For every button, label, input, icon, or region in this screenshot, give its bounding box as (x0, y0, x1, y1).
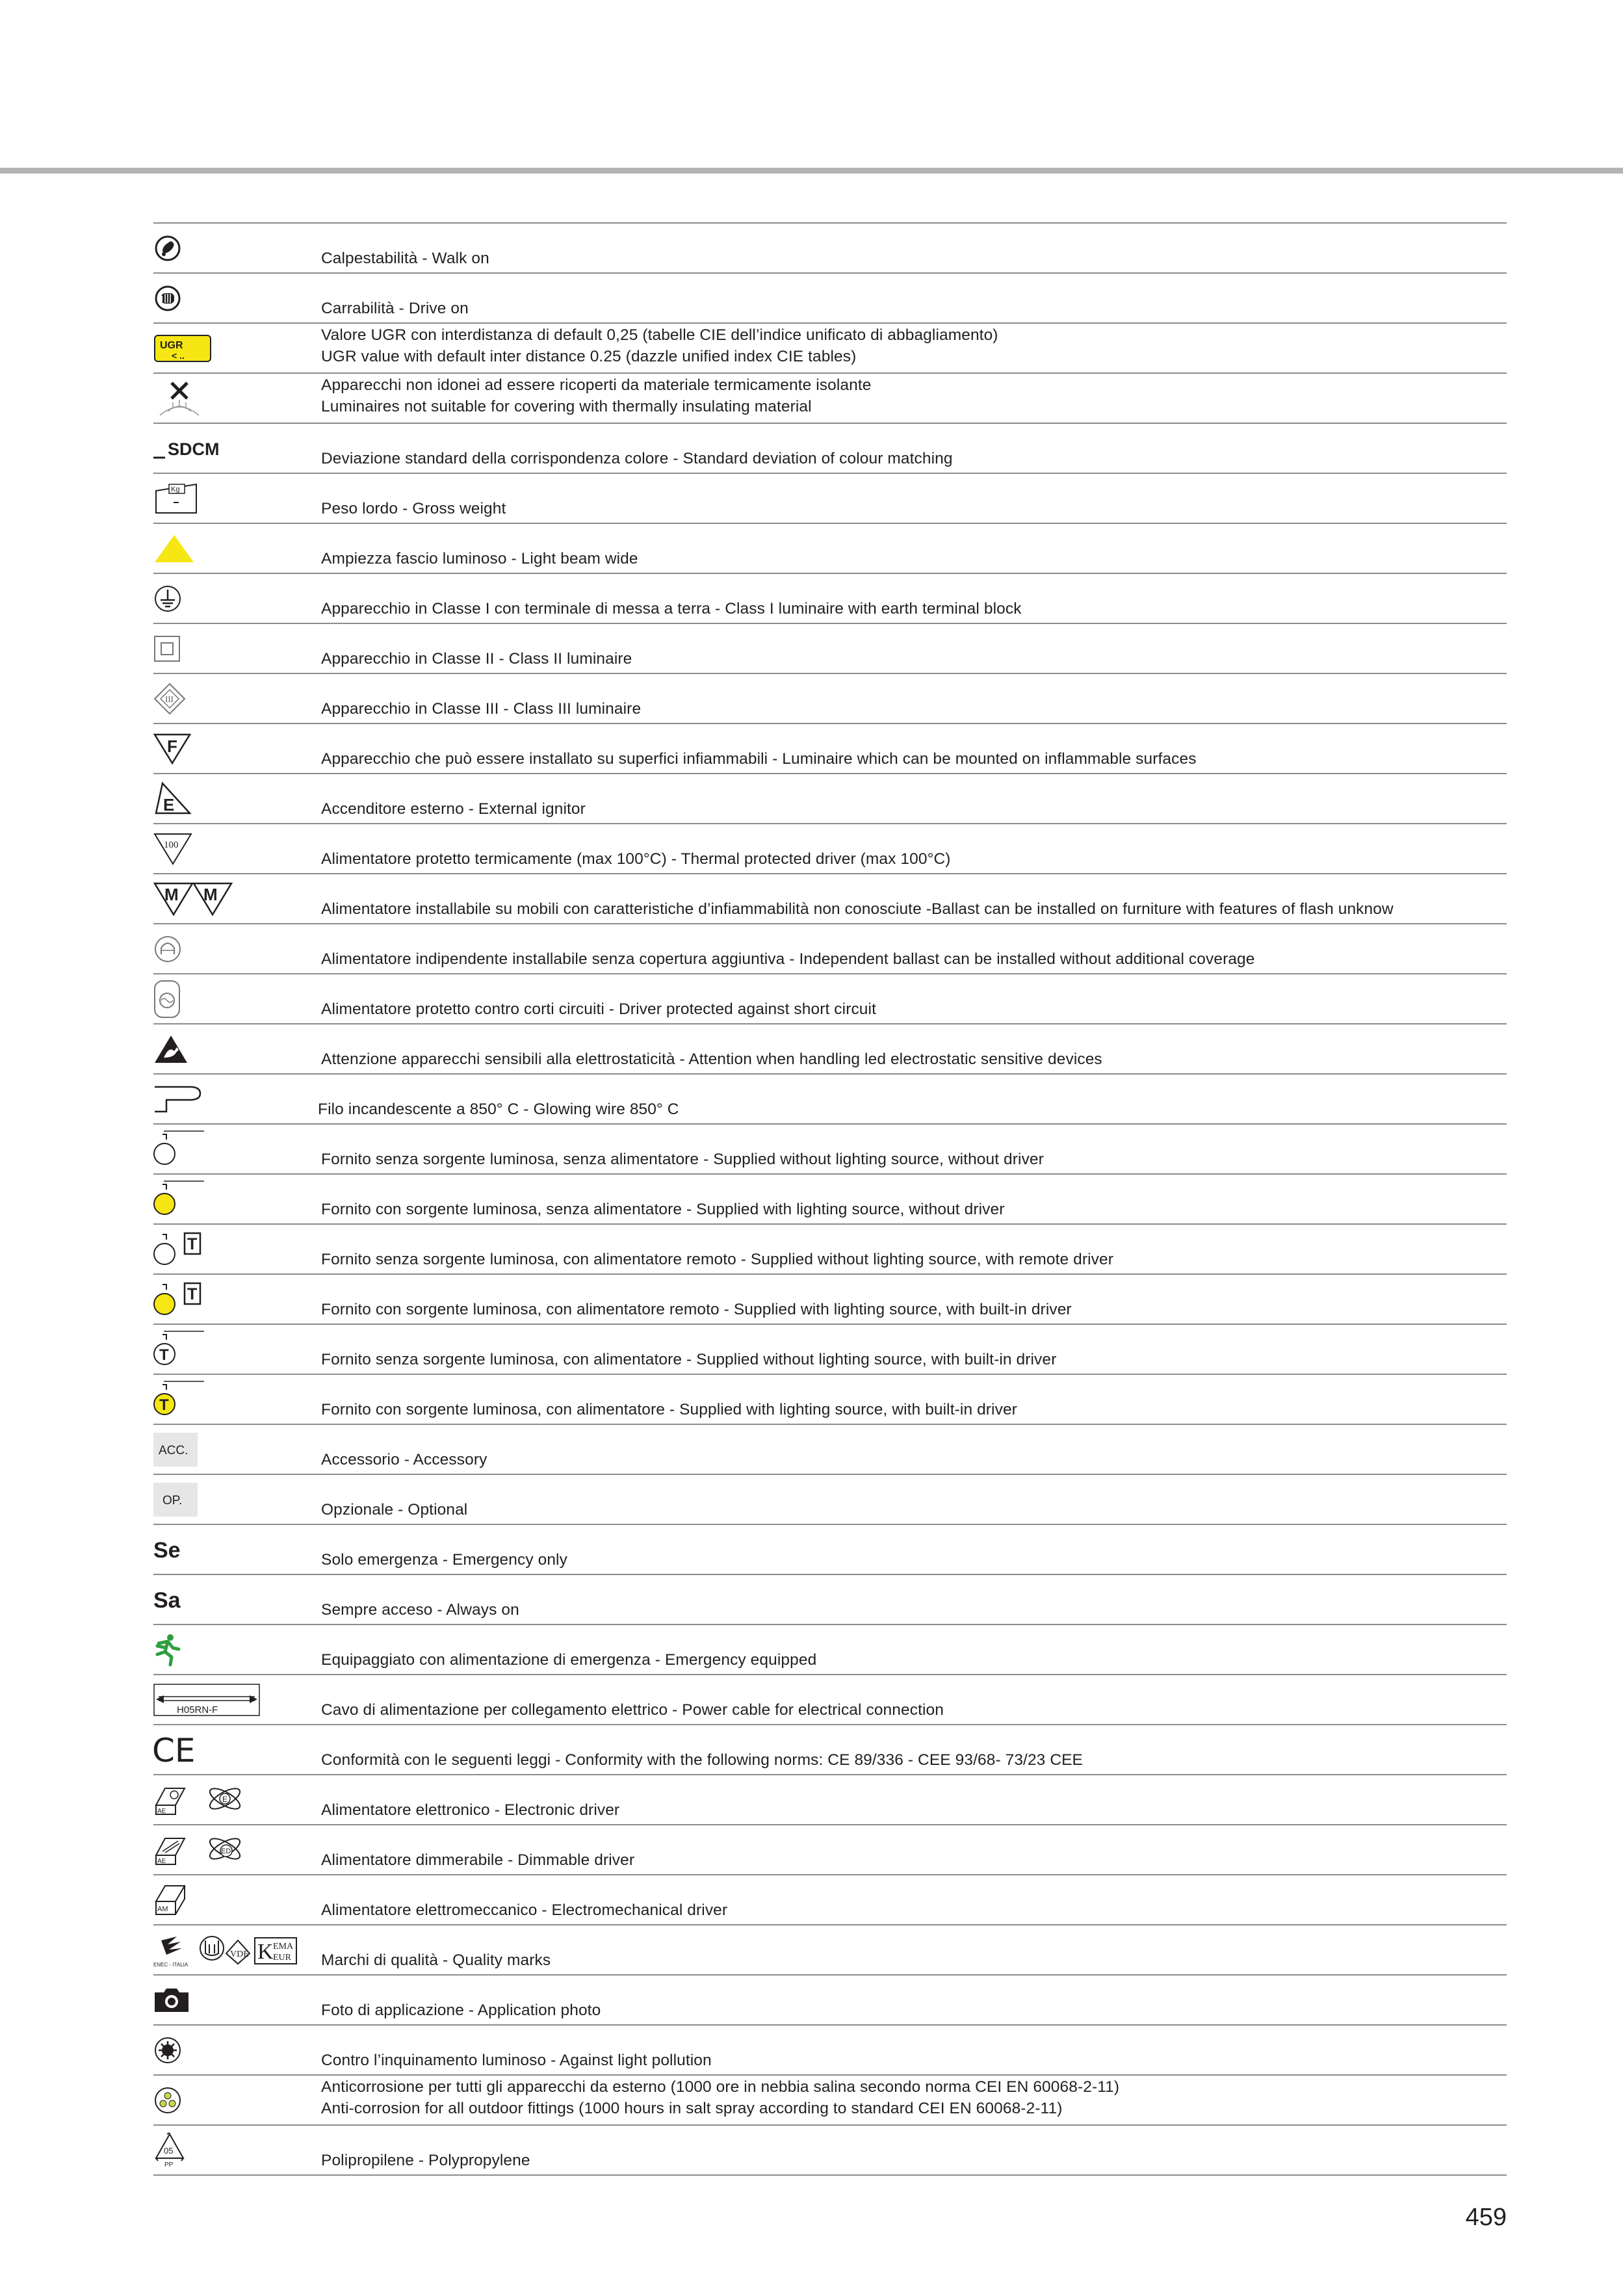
optional-icon (153, 1483, 198, 1517)
ae-label: AE (157, 1857, 166, 1865)
sa-label: Sa (153, 1587, 181, 1613)
electronic-driver-icon (153, 1782, 244, 1818)
sdcm-icon (153, 434, 231, 463)
legend-row (153, 924, 1507, 974)
legend-description: Attenzione apparecchi sensibili alla elettrostaticità - Attention when handling led electrostatic sensitive devices (321, 1050, 1102, 1068)
legend-row (153, 1125, 1507, 1175)
drive-on-icon (153, 284, 182, 313)
legend-row (153, 1725, 1507, 1775)
enec-label: ENEC - ITALIA (153, 1961, 188, 1968)
legend-row (153, 1775, 1507, 1825)
driver-label: T (159, 1396, 169, 1414)
legend-row (153, 1925, 1507, 1976)
legend-description: Accenditore esterno - External ignitor (321, 800, 586, 818)
description-line-italian: Apparecchi non idonei ad essere ricoperti da materiale termicamente isolante (321, 376, 872, 394)
legend-row (153, 1625, 1507, 1675)
legend-description: Alimentatore indipendente installabile senza copertura aggiuntiva - Independent ballast can be installed without additional coverage (321, 950, 1255, 968)
legend-description: Contro l’inquinamento luminoso - Against light pollution (321, 2052, 712, 2069)
legend-description (321, 374, 1507, 417)
external-ignitor-icon (153, 782, 191, 816)
legend-row (153, 1825, 1507, 1875)
legend-row (153, 374, 1507, 424)
e-label: E (163, 794, 175, 815)
sdcm-label: SDCM (168, 439, 220, 459)
ce-mark-icon (152, 1731, 196, 1769)
legend-row (153, 1475, 1507, 1525)
symbols-legend (153, 222, 1507, 2176)
legend-description (321, 324, 1507, 367)
legend-row (153, 474, 1507, 524)
ed-label: ED (221, 1847, 231, 1855)
legend-description: Alimentatore elettromeccanico - Electromechanical driver (321, 1901, 728, 1919)
accessory-icon (153, 1433, 198, 1467)
gross-weight-icon (153, 482, 199, 515)
emergency-only-icon (153, 1535, 192, 1564)
legend-row (153, 724, 1507, 774)
legend-description: Fornito senza sorgente luminosa, senza alimentatore - Supplied without lighting source, without driver (321, 1151, 1044, 1168)
bulb-outline-builtin-driver-icon (153, 1329, 205, 1370)
legend-description: Marchi di qualità - Quality marks (321, 1951, 551, 1969)
legend-row (153, 224, 1507, 274)
legend-description: Accessorio - Accessory (321, 1451, 487, 1468)
ugr-sublabel: < .. (172, 350, 185, 361)
legend-row (153, 1024, 1507, 1075)
short-circuit-icon (153, 980, 181, 1019)
cable-type-label: H05RN-F (177, 1704, 218, 1715)
legend-description: Fornito con sorgente luminosa, con alimentatore - Supplied with lighting source, with built-in driver (321, 1401, 1017, 1418)
legend-row (153, 2126, 1507, 2176)
power-cable-icon (153, 1684, 260, 1716)
ae-label: AE (157, 1807, 166, 1815)
class-ii-icon (153, 635, 181, 662)
svg-text:K: K (257, 1939, 274, 1964)
e-label: E (222, 1794, 228, 1804)
light-beam-icon (153, 534, 195, 564)
f-label: F (167, 736, 177, 756)
no-thermal-insulation-cover-icon (153, 379, 205, 418)
electromechanical-driver-icon (153, 1882, 186, 1918)
furniture-mounting-icon (153, 881, 233, 917)
legend-description: Alimentatore protetto contro corti circuiti - Driver protected against short circuit (321, 1000, 876, 1018)
legend-description: Apparecchio che può essere installato su superfici infiammabili - Luminaire which can be mounted on inflammable surfaces (321, 750, 1197, 768)
legend-row (153, 874, 1507, 924)
emergency-exit-icon (153, 1633, 182, 1667)
anticorrosion-icon (153, 2086, 182, 2115)
legend-row (153, 1275, 1507, 1325)
legend-row (153, 2076, 1507, 2126)
legend-description: Solo emergenza - Emergency only (321, 1551, 567, 1569)
weight-unit-label: Kg (171, 485, 180, 493)
legend-description: Fornito con sorgente luminosa, con alimentatore remoto - Supplied with lighting source, with built-in driver (321, 1301, 1072, 1318)
legend-description: Fornito con sorgente luminosa, senza alimentatore - Supplied with lighting source, without driver (321, 1201, 1005, 1218)
bulb-yellow-builtin-driver-icon (153, 1379, 205, 1420)
description-line-italian: Valore UGR con interdistanza di default 0,25 (tabelle CIE dell’indice unificato di abbagliamento) (321, 326, 998, 344)
legend-description: Sempre acceso - Always on (321, 1601, 519, 1619)
svg-text:EMA: EMA (273, 1941, 294, 1951)
legend-row (153, 1425, 1507, 1475)
dimmable-driver-icon (153, 1832, 244, 1868)
legend-row (153, 1976, 1507, 2026)
driver-label: T (187, 1234, 198, 1253)
walk-on-icon (153, 234, 182, 263)
legend-description: Calpestabilità - Walk on (321, 250, 489, 267)
camera-icon (153, 1987, 190, 2013)
legend-row (153, 324, 1507, 374)
legend-description: Fornito senza sorgente luminosa, con alimentatore - Supplied without lighting source, with built-in driver (321, 1351, 1057, 1368)
legend-description: Alimentatore protetto termicamente (max 100°C) - Thermal protected driver (max 100°C) (321, 850, 951, 868)
legend-row (153, 424, 1507, 474)
class-iii-label: III (165, 694, 174, 704)
svg-text:EUR: EUR (273, 1952, 291, 1963)
m-label: M (164, 884, 179, 904)
glowing-wire-icon (153, 1084, 203, 1114)
legend-row (153, 574, 1507, 624)
ugr-value-icon (153, 334, 212, 363)
legend-row (153, 1225, 1507, 1275)
legend-row (153, 1675, 1507, 1725)
legend-row (153, 1875, 1507, 1925)
description-line-italian: Anticorrosione per tutti gli apparecchi da esterno (1000 ore in nebbia salina secondo norma CEI EN 60068-2-11) (321, 2078, 1120, 2096)
description-line-english: Luminaires not suitable for covering with thermally insulating material (321, 398, 812, 415)
svg-text:VDE: VDE (230, 1949, 249, 1959)
electrostatic-warning-icon (153, 1034, 188, 1064)
legend-description: Fornito senza sorgente luminosa, con alimentatore remoto - Supplied without lighting source, with remote driver (321, 1251, 1114, 1268)
thermal-protected-icon (153, 832, 192, 866)
legend-description: Filo incandescente a 850° C - Glowing wire 850° C (318, 1101, 679, 1118)
legend-row (153, 1575, 1507, 1625)
ce-label: CE (152, 1731, 196, 1769)
description-line-english: Anti-corrosion for all outdoor fittings (1000 hours in salt spray according to standard CEI EN 60068-2-11) (321, 2100, 1063, 2117)
legend-description: Ampiezza fascio luminoso - Light beam wide (321, 550, 638, 567)
legend-description: Apparecchio in Classe I con terminale di messa a terra - Class I luminaire with earth terminal block (321, 600, 1022, 618)
legend-description: Equipaggiato con alimentazione di emergenza - Emergency equipped (321, 1651, 817, 1669)
legend-row (153, 1375, 1507, 1425)
acc-label: ACC. (159, 1443, 188, 1457)
legend-row (153, 624, 1507, 674)
legend-description: Apparecchio in Classe II - Class II luminaire (321, 650, 632, 668)
always-on-icon (153, 1585, 192, 1614)
legend-description: Foto di applicazione - Application photo (321, 2002, 601, 2019)
light-pollution-icon (153, 2036, 182, 2065)
polypropylene-icon (153, 2132, 186, 2169)
legend-description: Alimentatore installabile su mobili con caratteristiche d’infiammabilità non conosciute -Ballast can be installed on furniture with features of flash unknow (321, 900, 1394, 918)
legend-description: Cavo di alimentazione per collegamento elettrico - Power cable for electrical connection (321, 1701, 944, 1719)
ugr-label: UGR (160, 339, 183, 351)
m-label: M (203, 884, 218, 904)
independent-ballast-icon (153, 935, 182, 963)
legend-row (153, 1075, 1507, 1125)
op-label: OP. (162, 1493, 183, 1507)
page-number: 459 (1465, 2204, 1507, 2231)
legend-description: Peso lordo - Gross weight (321, 500, 506, 517)
legend-description: Conformità con le seguenti leggi - Conformity with the following norms: CE 89/336 - CEE 93/68- 73/23 CEE (321, 1751, 1083, 1769)
se-label: Se (153, 1537, 181, 1563)
recycling-code-label: 05 (164, 2145, 174, 2156)
legend-description: Deviazione standard della corrispondenza colore - Standard deviation of colour matching (321, 450, 953, 467)
legend-description: Carrabilità - Drive on (321, 300, 469, 317)
class-iii-icon (153, 683, 186, 715)
temperature-label: 100 (164, 839, 179, 850)
inflammable-surface-icon (153, 733, 191, 765)
bulb-outline-remote-driver-icon (153, 1229, 205, 1270)
legend-row (153, 1325, 1507, 1375)
legend-row (153, 274, 1507, 324)
legend-row (153, 524, 1507, 574)
description-line-english: UGR value with default inter distance 0.25 (dazzle unified index CIE tables) (321, 348, 857, 365)
legend-description: Polipropilene - Polypropylene (321, 2152, 530, 2169)
pp-label: PP (164, 2161, 174, 2169)
legend-row (153, 774, 1507, 824)
legend-row (153, 2026, 1507, 2076)
driver-label: T (187, 1285, 198, 1303)
top-rule (0, 168, 1623, 174)
legend-description: Alimentatore elettronico - Electronic driver (321, 1801, 620, 1819)
legend-row (153, 974, 1507, 1024)
bulb-outline-icon (153, 1129, 205, 1169)
legend-row (153, 1525, 1507, 1575)
legend-description: Apparecchio in Classe III - Class III luminaire (321, 700, 642, 718)
earth-terminal-icon (153, 584, 182, 613)
legend-description (321, 2076, 1507, 2119)
driver-label: T (159, 1346, 169, 1364)
legend-row (153, 1175, 1507, 1225)
am-label: AM (157, 1905, 168, 1913)
quality-marks-icon (153, 1933, 307, 1968)
legend-description: Opzionale - Optional (321, 1501, 468, 1519)
legend-description: Alimentatore dimmerabile - Dimmable driver (321, 1851, 635, 1869)
legend-row (153, 674, 1507, 724)
bulb-yellow-remote-driver-icon (153, 1279, 205, 1320)
legend-row (153, 824, 1507, 874)
bulb-yellow-icon (153, 1179, 205, 1220)
